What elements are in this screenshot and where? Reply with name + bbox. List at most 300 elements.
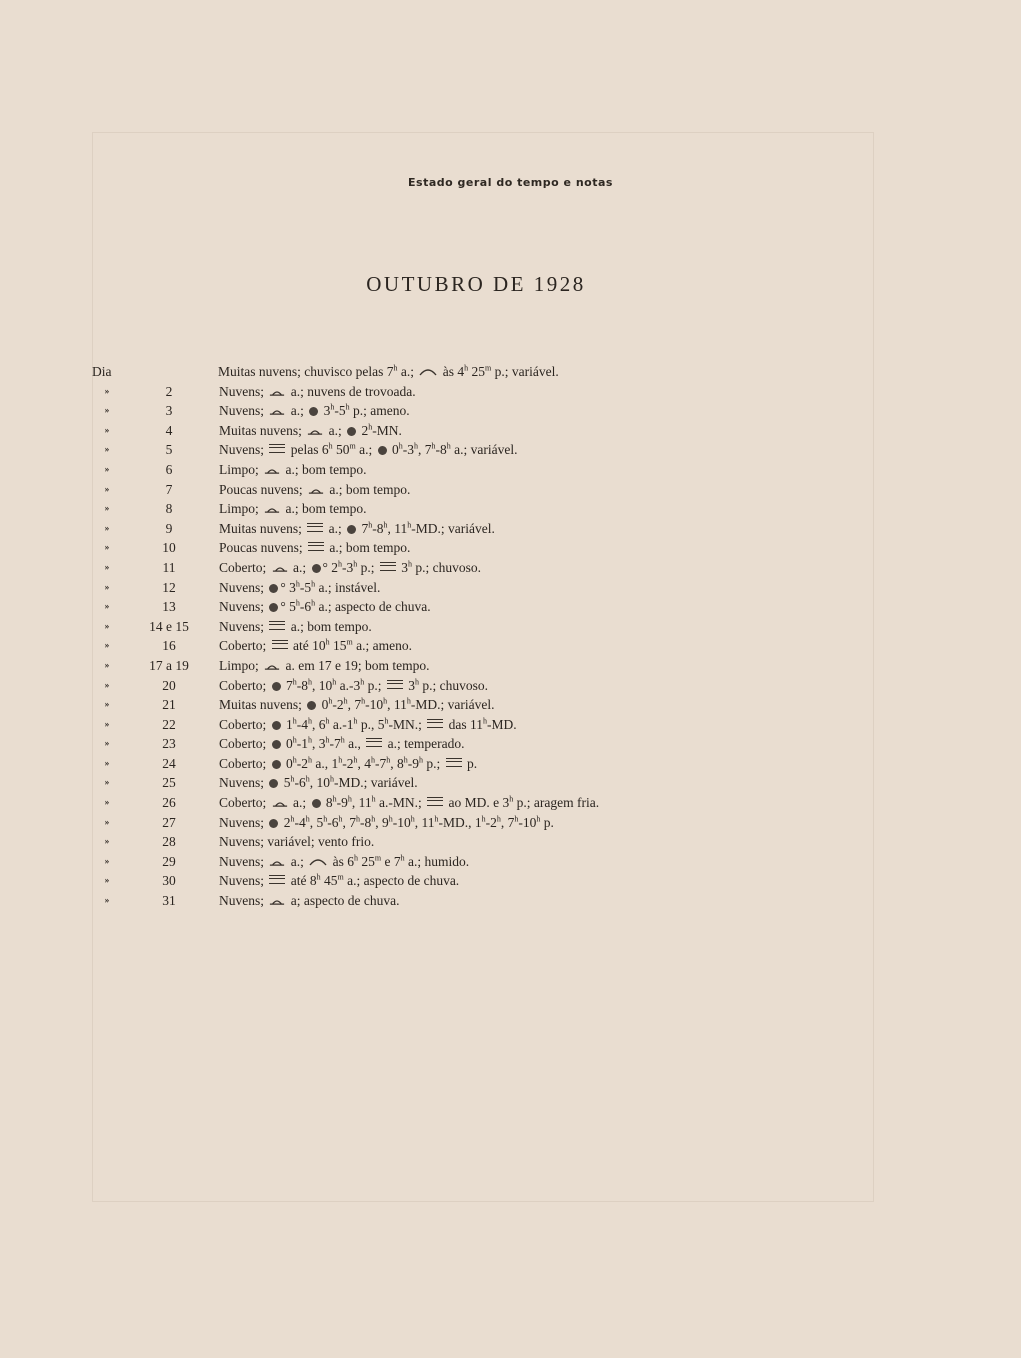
- superscript-unit: h: [325, 716, 330, 726]
- weather-note: [219, 558, 481, 578]
- superscript-unit: h: [413, 441, 418, 451]
- note-text: Coberto;: [219, 795, 270, 811]
- fog-icon: [427, 797, 443, 806]
- superscript-unit: h: [383, 520, 388, 530]
- ditto-mark: »: [104, 561, 110, 572]
- superscript-unit: h: [384, 716, 389, 726]
- note-text: -MD.; variável.: [410, 697, 495, 713]
- note-text: -8: [360, 814, 372, 830]
- superscript-unit: h: [353, 559, 358, 569]
- table-row: [92, 519, 702, 539]
- note-text: a.; ameno.: [352, 638, 412, 654]
- note-text: -MD.; variável.: [334, 775, 418, 791]
- weather-note: [219, 480, 410, 500]
- ditto-mark: »: [104, 718, 110, 729]
- rain-icon: [312, 799, 321, 808]
- note-text: -3: [402, 442, 414, 458]
- superscript-unit: h: [419, 755, 423, 765]
- note-text: -9: [336, 795, 348, 811]
- table-row: [92, 362, 702, 382]
- note-text: -4: [296, 716, 308, 732]
- note-text: , 7: [417, 442, 432, 458]
- note-text: Coberto;: [219, 755, 270, 771]
- superscript-unit: h: [332, 794, 337, 804]
- note-text: até 10: [289, 638, 326, 654]
- ditto-mark: »: [104, 640, 110, 651]
- note-text: Nuvens;: [219, 893, 268, 909]
- ditto-mark: »: [104, 855, 110, 866]
- note-text: -5: [334, 403, 346, 419]
- superscript-unit: m: [484, 363, 492, 373]
- note-text: a.; bom tempo.: [282, 501, 367, 517]
- note-text: Muitas nuvens;: [219, 697, 306, 713]
- note-text: , 7: [500, 814, 515, 830]
- superscript-unit: h: [514, 814, 519, 824]
- note-text: Nuvens;: [219, 599, 268, 615]
- superscript-unit: h: [415, 677, 420, 686]
- weather-note: [219, 656, 429, 676]
- superscript-unit: h: [328, 696, 333, 706]
- dew-icon: [264, 466, 280, 474]
- superscript-unit: h: [292, 677, 297, 686]
- rain-icon: [309, 407, 318, 416]
- weather-note: [219, 715, 517, 735]
- ditto-mark: »: [104, 875, 110, 886]
- superscript-unit: h: [407, 520, 412, 530]
- dew-icon: [269, 407, 285, 415]
- note-text: 25: [358, 853, 375, 869]
- fog-icon: [427, 719, 443, 728]
- superscript-unit: h: [290, 774, 295, 784]
- ditto-mark: »: [104, 777, 110, 788]
- fog-icon: [269, 621, 285, 630]
- note-text: -2: [296, 755, 308, 771]
- note-text: Nuvens; variável; vento frio.: [219, 834, 375, 850]
- rain-icon: [272, 760, 281, 769]
- dew-icon: [272, 799, 288, 807]
- ditto-mark: »: [104, 542, 110, 553]
- page-title: OUTUBRO DE 1928: [366, 272, 586, 296]
- superscript-unit: h: [481, 814, 486, 824]
- table-row: [92, 871, 702, 891]
- ditto-mark: »: [104, 424, 110, 435]
- table-row: [92, 676, 702, 696]
- rain-icon: [312, 564, 321, 573]
- note-text: Coberto;: [219, 736, 270, 752]
- day-number: 29: [162, 853, 176, 869]
- note-text: p.: [463, 755, 478, 771]
- superscript-unit: h: [400, 853, 405, 863]
- superscript-unit: h: [356, 814, 360, 824]
- note-text: a., 1: [312, 755, 339, 771]
- superscript-unit: h: [368, 520, 373, 530]
- superscript-unit: h: [311, 579, 316, 589]
- superscript-unit: h: [360, 677, 365, 686]
- note-text: p.;: [357, 559, 378, 575]
- superscript-unit: h: [393, 363, 398, 373]
- note-text: 2: [280, 814, 291, 830]
- rain-icon: [307, 701, 316, 710]
- superscript-unit: h: [431, 441, 436, 451]
- superscript-unit: h: [345, 402, 350, 412]
- running-head: Estado geral do tempo e notas: [408, 176, 613, 189]
- rainbow-icon: [419, 367, 437, 376]
- table-row: [92, 754, 702, 774]
- note-text: , 7: [347, 697, 362, 713]
- note-text: 0: [388, 442, 399, 458]
- rain-icon: [269, 819, 278, 828]
- superscript-unit: h: [403, 755, 408, 765]
- ditto-mark: »: [104, 522, 110, 533]
- ditto-mark: »: [104, 483, 110, 494]
- superscript-unit: h: [308, 735, 312, 745]
- dew-icon: [264, 662, 280, 670]
- fog-icon: [269, 875, 285, 884]
- superscript-unit: h: [292, 735, 297, 745]
- day-number: 21: [162, 697, 176, 713]
- superscript-unit: h: [323, 814, 328, 824]
- superscript-unit: h: [325, 637, 330, 647]
- note-text: 7: [358, 520, 369, 536]
- note-text: Limpo;: [219, 657, 263, 673]
- note-text: 3: [397, 559, 409, 575]
- weather-note: [219, 538, 410, 558]
- note-text: Poucas nuvens;: [219, 481, 306, 497]
- weather-note: [219, 421, 402, 441]
- note-text: -6: [294, 775, 306, 791]
- weather-note: [219, 440, 517, 460]
- ditto-mark: »: [104, 444, 110, 455]
- table-row: [92, 891, 702, 911]
- weather-note: [219, 871, 459, 891]
- note-text: p.; chuvoso.: [419, 677, 489, 693]
- superscript-unit: h: [292, 755, 297, 765]
- superscript-unit: h: [434, 814, 439, 824]
- rain-icon: [378, 446, 387, 455]
- day-number: 8: [165, 501, 173, 517]
- day-number: 3: [165, 403, 173, 419]
- rain-icon: [269, 584, 278, 593]
- note-text: , 6: [312, 716, 326, 732]
- fog-icon: [387, 680, 403, 689]
- note-text: p.;: [364, 677, 385, 693]
- note-text: Nuvens;: [219, 853, 268, 869]
- table-row: [92, 440, 702, 460]
- superscript-unit: h: [308, 716, 312, 726]
- weather-note: [219, 695, 494, 715]
- ditto-mark: »: [104, 816, 110, 827]
- note-text: a.;: [287, 853, 308, 869]
- note-text: Nuvens;: [219, 775, 268, 791]
- superscript-unit: h: [295, 598, 300, 608]
- note-text: , 10: [312, 677, 333, 693]
- note-text: ° 2: [322, 559, 339, 575]
- note-text: Nuvens;: [219, 403, 268, 419]
- note-text: 1: [282, 716, 293, 732]
- weather-note: [218, 362, 559, 382]
- dew-icon: [308, 486, 324, 494]
- note-text: e 7: [381, 853, 401, 869]
- weather-note: [219, 519, 495, 539]
- note-text: 7: [282, 677, 293, 693]
- rain-icon: [347, 525, 356, 534]
- superscript-unit: h: [353, 716, 358, 726]
- superscript-unit: h: [371, 814, 376, 824]
- note-text: -2: [485, 814, 497, 830]
- ditto-mark: »: [104, 659, 110, 670]
- superscript-unit: h: [316, 872, 321, 882]
- note-text: Limpo;: [219, 461, 263, 477]
- fog-icon: [380, 562, 396, 571]
- table-row: [92, 382, 702, 402]
- rain-icon: [269, 779, 278, 788]
- note-text: a.; temperado.: [384, 736, 465, 752]
- weather-note: [219, 460, 367, 480]
- note-text: 0: [318, 697, 329, 713]
- ditto-mark: »: [104, 679, 110, 690]
- table-row: [92, 773, 702, 793]
- note-text: a.;: [289, 559, 310, 575]
- rain-icon: [269, 603, 278, 612]
- weather-note: [219, 676, 488, 696]
- note-text: -2: [332, 697, 344, 713]
- fog-icon: [308, 542, 324, 551]
- superscript-unit: h: [410, 814, 415, 824]
- note-text: 0: [282, 755, 293, 771]
- superscript-unit: h: [483, 716, 487, 726]
- fog-icon: [366, 738, 382, 747]
- note-text: Muitas nuvens;: [219, 520, 306, 536]
- note-text: pelas 6: [287, 442, 329, 458]
- weather-note: [219, 852, 469, 872]
- table-row: [92, 832, 702, 852]
- note-text: 5: [280, 775, 291, 791]
- note-text: p.: [540, 814, 554, 830]
- superscript-unit: h: [292, 716, 297, 726]
- ditto-mark: »: [104, 699, 110, 710]
- table-row: [92, 813, 702, 833]
- note-text: Nuvens;: [219, 383, 268, 399]
- note-text: , 4: [357, 755, 371, 771]
- weather-note: [219, 382, 416, 402]
- note-text: a.; bom tempo.: [282, 461, 367, 477]
- weather-table: [92, 362, 702, 911]
- table-row: [92, 656, 702, 676]
- fog-icon: [446, 758, 462, 767]
- day-number: 5: [165, 442, 173, 458]
- note-text: -10: [518, 814, 537, 830]
- note-text: , 11: [414, 814, 435, 830]
- superscript-unit: h: [290, 814, 295, 824]
- ditto-mark: »: [104, 757, 110, 768]
- weather-note: [219, 401, 410, 421]
- note-text: -7: [329, 736, 341, 752]
- superscript-unit: h: [305, 774, 310, 784]
- superscript-unit: h: [509, 794, 514, 804]
- note-text: -5: [299, 579, 312, 595]
- note-text: a.; nuvens de trovoada.: [287, 383, 416, 399]
- table-row: [92, 538, 702, 558]
- table-row: [92, 793, 702, 813]
- note-text: a.;: [287, 403, 308, 419]
- note-text: a.; bom tempo.: [287, 618, 372, 634]
- day-number: 17 a 19: [149, 657, 189, 673]
- note-text: Nuvens;: [219, 814, 268, 830]
- note-text: p.; variável.: [491, 364, 559, 379]
- note-text: -7: [375, 755, 387, 771]
- superscript-unit: h: [308, 755, 312, 765]
- day-number: 31: [162, 893, 176, 909]
- note-text: a.; bom tempo.: [326, 481, 411, 497]
- note-text: -8: [435, 442, 447, 458]
- day-number: 12: [162, 579, 176, 595]
- note-text: Nuvens;: [219, 873, 268, 889]
- day-number: 22: [162, 716, 176, 732]
- day-number: 16: [162, 638, 176, 654]
- note-text: ° 3: [280, 579, 296, 595]
- note-text: a.; variável.: [450, 442, 518, 458]
- weather-note: [219, 499, 367, 519]
- dew-icon: [269, 388, 285, 396]
- superscript-unit: h: [340, 735, 345, 745]
- day-number: 23: [162, 736, 176, 752]
- superscript-unit: h: [305, 814, 310, 824]
- ditto-mark: »: [104, 601, 110, 612]
- table-row: [92, 597, 702, 617]
- note-text: -6: [327, 814, 339, 830]
- ditto-mark: »: [104, 405, 110, 416]
- day-number: 6: [165, 461, 173, 477]
- table-row: [92, 852, 702, 872]
- table-row: [92, 401, 702, 421]
- note-text: até 8: [287, 873, 317, 889]
- note-text: -MN.: [372, 422, 402, 438]
- note-text: a.;: [397, 364, 418, 379]
- day-number: 28: [162, 834, 176, 850]
- note-text: Coberto;: [219, 559, 270, 575]
- table-row: [92, 460, 702, 480]
- day-number: 27: [162, 814, 176, 830]
- note-text: p., 5: [357, 716, 385, 732]
- note-text: -8: [372, 520, 384, 536]
- dew-icon: [269, 858, 285, 866]
- note-text: -6: [299, 599, 312, 615]
- note-text: Nuvens;: [219, 618, 268, 634]
- note-text: a.; instável.: [315, 579, 381, 595]
- day-number: 14 e 15: [149, 618, 189, 634]
- note-text: 15: [329, 638, 347, 654]
- dew-icon: [264, 505, 280, 513]
- note-text: p.; aragem fria.: [513, 795, 600, 811]
- ditto-mark: »: [104, 620, 110, 631]
- superscript-unit: h: [361, 696, 366, 706]
- day-number: 20: [162, 677, 176, 693]
- dew-icon: [272, 564, 288, 572]
- note-text: a.-MN.;: [375, 795, 426, 811]
- rainbow-icon: [309, 857, 327, 866]
- note-text: 3: [320, 403, 331, 419]
- note-text: p.; ameno.: [349, 403, 410, 419]
- note-text: Poucas nuvens;: [219, 540, 306, 556]
- superscript-unit: h: [347, 794, 352, 804]
- superscript-unit: h: [388, 814, 393, 824]
- weather-note: [219, 832, 374, 852]
- note-text: 25: [468, 364, 485, 379]
- note-text: , 5: [309, 814, 324, 830]
- weather-note: [219, 734, 464, 754]
- weather-note: [219, 813, 554, 833]
- day-label: Dia: [92, 364, 112, 379]
- note-text: a.;: [325, 520, 346, 536]
- note-text: , 8: [390, 755, 404, 771]
- note-text: Nuvens;: [219, 579, 268, 595]
- superscript-unit: m: [374, 853, 382, 863]
- note-text: a.;: [355, 442, 376, 458]
- ditto-mark: »: [104, 581, 110, 592]
- superscript-unit: h: [330, 402, 335, 412]
- note-text: Coberto;: [219, 716, 270, 732]
- superscript-unit: h: [398, 441, 403, 451]
- note-text: -9: [407, 755, 419, 771]
- note-text: , 3: [312, 736, 326, 752]
- table-row: [92, 715, 702, 735]
- note-text: a.-1: [329, 716, 354, 732]
- note-text: , 11: [387, 697, 407, 713]
- weather-note: [219, 597, 431, 617]
- weather-note: [219, 754, 477, 774]
- note-text: , 11: [351, 795, 372, 811]
- superscript-unit: h: [383, 696, 388, 706]
- rain-icon: [272, 721, 281, 730]
- note-text: a. em 17 e 19; bom tempo.: [282, 657, 430, 673]
- note-text: a.-3: [336, 677, 361, 693]
- weather-note: [219, 636, 412, 656]
- ditto-mark: »: [104, 836, 110, 847]
- note-text: a.;: [325, 422, 346, 438]
- ditto-mark: »: [104, 463, 110, 474]
- rain-icon: [272, 682, 281, 691]
- note-text: a.; humido.: [404, 853, 470, 869]
- day-number: 7: [165, 481, 173, 497]
- note-text: a.; aspecto de chuva.: [315, 599, 431, 615]
- note-text: Muitas nuvens; chuvisco pelas 7: [218, 364, 394, 379]
- superscript-unit: h: [328, 441, 333, 451]
- note-text: Nuvens;: [219, 442, 268, 458]
- note-text: -10: [392, 814, 411, 830]
- superscript-unit: h: [330, 774, 334, 784]
- dew-icon: [307, 427, 323, 435]
- superscript-unit: h: [353, 755, 358, 765]
- note-text: p.; chuvoso.: [412, 559, 482, 575]
- note-text: -MD., 1: [438, 814, 482, 830]
- fog-icon: [307, 523, 323, 532]
- superscript-unit: h: [338, 814, 343, 824]
- day-number: 25: [162, 775, 176, 791]
- note-text: Muitas nuvens;: [219, 422, 306, 438]
- superscript-unit: h: [332, 677, 337, 686]
- note-text: , 7: [342, 814, 356, 830]
- note-text: -3: [342, 559, 354, 575]
- weather-note: [219, 891, 399, 911]
- weather-note: [219, 793, 599, 813]
- note-text: Limpo;: [219, 501, 263, 517]
- note-text: -MN.;: [388, 716, 426, 732]
- superscript-unit: m: [346, 637, 353, 647]
- note-text: Coberto;: [219, 638, 270, 654]
- note-text: -MD.; variável.: [411, 520, 495, 536]
- table-row: [92, 558, 702, 578]
- day-number: 30: [162, 873, 176, 889]
